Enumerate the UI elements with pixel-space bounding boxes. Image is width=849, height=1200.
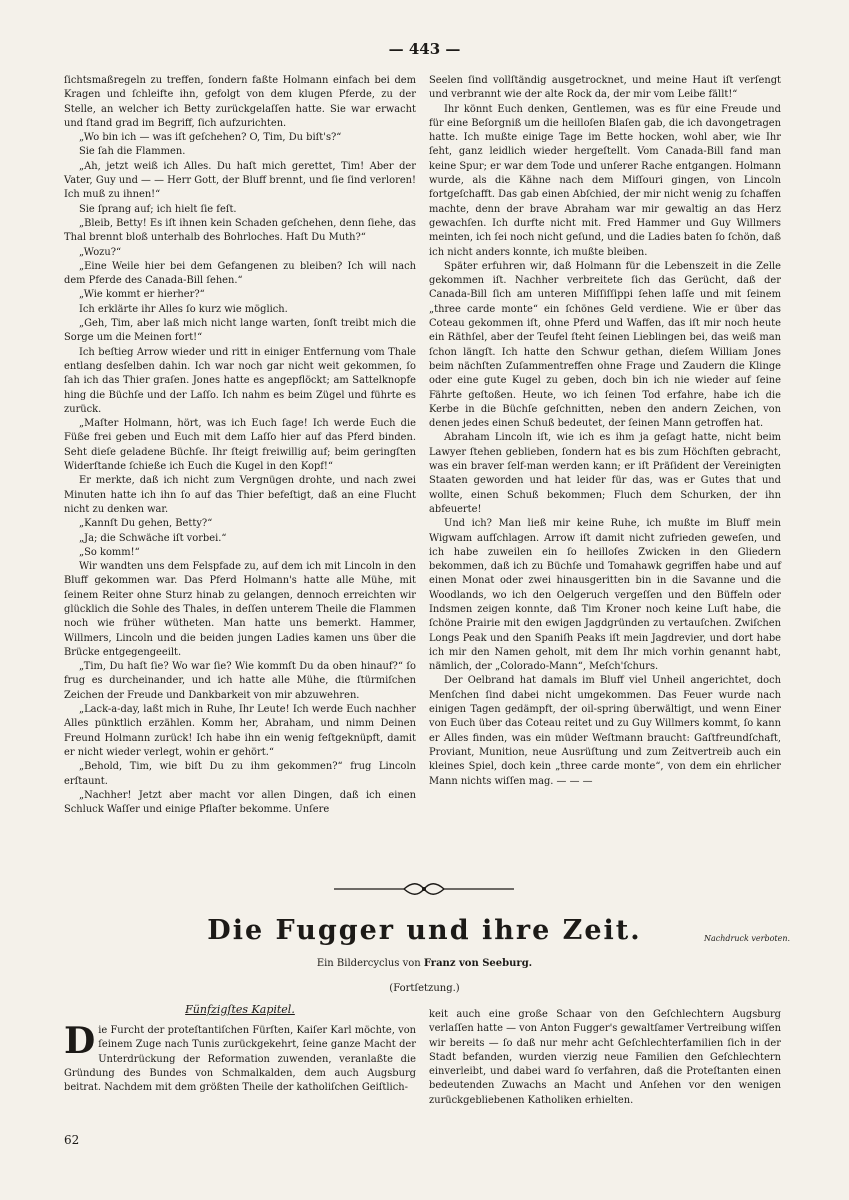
paragraph: „Wie kommt er hierher?“ bbox=[79, 289, 205, 301]
paragraph: keit auch eine große Schaar von den Geſchlechtern Augsburg verlaſſen hatte — von Anton Fugger's gewaltſamer Vertreibung wiſſen wir bereits — ſo daß nur mehr acht Geſchlechterfamilien ſich in der Stadt befanden, wurden vierzig neue Familien den Geſchlechtern einverleibt, und dabei ward ſo verfahren, daß die Proteſtanten einen bedeutenden Zuwachs an Macht und Anſehen vor den wenigen zurückgebliebenen Katholiken erhielten. bbox=[429, 1009, 781, 1106]
page-number: — 443 — bbox=[388, 40, 461, 58]
chapter-title: Fünfzigſtes Kapitel. bbox=[185, 1003, 295, 1016]
paragraph-text: ie Furcht der proteſtantiſchen Fürſten, Kaiſer Karl möchte, von ſeinem Zuge nach Tunis zurückgekehrt, ſeine ganze Macht der Unterdrückung der Reformation zuwenden, veranlaßte die Gründung des Bundes von Schmalkalden, dem auch Augsburg beitrat. Nachdem mit dem größten Theile der katholiſchen Geiſtlich- bbox=[64, 1025, 416, 1094]
paragraph: „Wo bin ich — was iſt geſchehen? O, Tim, Du biſt's?“ bbox=[79, 132, 342, 144]
drop-cap: D bbox=[64, 1020, 96, 1062]
paragraph: „Maſter Holmann, hört, was ich Euch ſage! Ich werde Euch die Füße frei geben und Euch mit dem Laſſo hier auf das Pferd binden. Seht dieſe geladene Büchſe. Ihr ſteigt freiwillig auf; beim geringſten Widerſtande ſchieße ich Euch die Kugel in den Kopf!“ bbox=[64, 418, 416, 473]
author-name: Franz von Seeburg. bbox=[423, 958, 533, 969]
byline-prefix: Ein Bildercyclus von bbox=[316, 958, 421, 969]
paragraph: Seelen ſind vollſtändig ausgetrocknet, und meine Haut iſt verſengt und verbrannt wie der alte Rock da, der mir vom Leibe fällt!“ bbox=[429, 75, 781, 101]
paragraph: Und ich? Man ließ mir keine Ruhe, ich mußte im Bluff mein Wigwam aufſchlagen. Arrow iſt damit nicht zufrieden geweſen, und ich habe zuweilen ein ſo heilloſes Zwicken in den Gliedern bekommen, daß ich zu Büchſe und Tomahawk gegriffen habe und auf einen Monat oder zwei hinausgeritten bin in die Savanne und die Woodlands, wo ich den Oelgeruch vergeſſen und den Büffeln oder Indsmen zeigen konnte, daß Tim Kroner noch keine Luſt habe, die ſchöne Prairie mit den ewigen Jagdgründen zu vertauſchen. Zwiſchen Longs Peak und den Spaniſh Peaks iſt mein Jagdrevier, und dort habe ich mir den Namen geholt, mit dem Ihr mich vorhin genannt habt, nämlich, der „Colorado-Mann“, Meſch'ſchurs. bbox=[429, 518, 781, 673]
paragraph: „Eine Weile hier bei dem Gefangenen zu bleiben? Ich will nach dem Pferde des Canada-Bill ſehen.“ bbox=[64, 260, 416, 287]
footer-number: 62 bbox=[64, 1133, 80, 1147]
paragraph: „Tim, Du haſt ſie? Wo war ſie? Wie kommſt Du da oben hinauf?“ ſo frug es durcheinander, und ich hatte alle Mühe, die ſtürmiſchen Zeichen der Freude und Dankbarkeit von mir abzuwehren. bbox=[64, 661, 416, 701]
paragraph: „Behold, Tim, wie biſt Du zu ihm gekommen?“ frug Lincoln erſtaunt. bbox=[64, 761, 416, 787]
paragraph: Ihr könnt Euch denken, Gentlemen, was es für eine Freude und für eine Beſorgniß um die heilloſen Blaſen gab, die ich davongetragen hatte. Ich mußte einige Tage im Bette hocken, wohl aber, wie Ihr ſeht, ganz leidlich wieder hergeſtellt. Vom Canada-Bill fand man keine Spur; er war dem Tode und unſerer Rache entgangen. Holmann wurde, als die Kähne nach dem Miſſouri gingen, von Lincoln fortgeſchafft. Das gab einen Abſchied, der mir nicht wenig zu ſchaffen machte, denn der brave Abraham war mir gewaltig an das Herz gewachſen. Ich durfte nicht mit. Fred Hammer und Guy Willmers meinten, ich ſei noch nicht geſund, und die Ladies baten ſo ſchön, daß ich nicht anders konnte, ich mußte bleiben. bbox=[429, 103, 781, 258]
paragraph: „Wozu?“ bbox=[79, 246, 122, 258]
paragraph: Ich erklärte ihr Alles ſo kurz wie möglich. bbox=[79, 303, 288, 315]
paragraph: „So komm!“ bbox=[79, 546, 140, 558]
left-column bbox=[64, 74, 416, 817]
paragraph bbox=[64, 1020, 416, 1095]
paragraph: ſichtsmaßregeln zu treffen, ſondern faßte Holmann einfach bei dem Kragen und ſchleifte ihn, gefolgt von dem klugen Pferde, zu der Stelle, an welcher ich Betty zurückgelaſſen hatte. Sie war erwacht und ſtand grad im Begriff, ſich aufzurichten. bbox=[64, 75, 416, 129]
paragraph: Der Oelbrand hat damals im Bluff viel Unheil angerichtet, doch Menſchen ſind dabei nicht umgekommen. Das Feuer wurde nach einigen Tagen gedämpft, der oil-spring überwältigt, und wenn Einer von Euch über das Coteau reitet und zu Guy Willmers kommt, ſo kann er Alles finden, was ein müder Weſtmann braucht: Gaſtfreundſchaft, Proviant, Munition, neue Ausrüſtung und zum Zeitvertreib auch ein kleines Spiel, doch kein „three carde monte“, von dem ein ehrlicher Mann nichts wiſſen mag. — — — bbox=[429, 675, 781, 787]
paragraph: Er merkte, daß ich nicht zum Vergnügen drohte, und nach zwei Minuten hatte ich ihn ſo auf das Thier befeſtigt, daß an eine Flucht nicht zu denken war. bbox=[64, 475, 416, 515]
article-title: Die Fugger und ihre Zeit. bbox=[207, 915, 642, 946]
paragraph: „Geh, Tim, aber laß mich nicht lange warten, ſonſt treibt mich die Sorge um die Meinen fort!“ bbox=[64, 318, 416, 344]
paragraph: „Bleib, Betty! Es iſt ihnen kein Schaden geſchehen, denn ſiehe, das Thal brennt bloß unterhalb des Bohrloches. Haſt Du Muth?“ bbox=[64, 217, 416, 244]
article-body-right bbox=[429, 1008, 781, 1108]
rights-note: Nachdruck verboten. bbox=[704, 934, 791, 943]
paragraph: Sie ſah die Flammen. bbox=[79, 146, 186, 158]
byline bbox=[0, 958, 849, 969]
paragraph: Später erfuhren wir, daß Holmann für die Lebenszeit in die Zelle gekommen iſt. Nachher verbreitete ſich das Gerücht, daß der Canada-Bill ſich am unteren Miſſiſſippi ſehen laſſe und mit ſeinem „three carde monte“ ein ſchönes Geld verdiene. Wie er über das Coteau gekommen iſt, ohne Pferd und Waffen, das iſt mir noch heute ein Räthſel, aber der Teufel ſteht ſeinen Lieblingen bei, das weiß man ſchon längſt. Ich hatte den Schwur gethan, dieſem William Jones beim nächſten Zuſammentreffen ohne Frage und Zaudern die Klinge oder eine gute Kugel zu geben, doch bin ich nie wieder auf ſeine Fährte geſtoßen. Heute, wo ich ſeinen Tod erfahre, habe ich die Kerbe in die Büchſe geſchnitten, neben den andern Zeichen, von denen jedes einen Schuß bedeutet, der ſeinen Mann getroffen hat. bbox=[429, 260, 781, 430]
paragraph: „Ja; die Schwäche iſt vorbei.“ bbox=[79, 532, 227, 544]
paragraph: „Kannſt Du gehen, Betty?“ bbox=[79, 518, 213, 530]
paragraph: Abraham Lincoln iſt, wie ich es ihm ja geſagt hatte, nicht beim Lawyer ſtehen geblieben, ſondern hat es bis zum Höchſten gebracht, was ein braver ſelf-man werden kann; er iſt Präſident der Vereinigten Staaten geworden und hat leider für das, was er Gutes that und wollte, einen Schuß bekommen; Fluch dem Schurken, der ihn abfeuerte! bbox=[429, 432, 781, 515]
paragraph: Wir wandten uns dem Felspfade zu, auf dem ich mit Lincoln in den Bluff gekommen war. Das Pferd Holmann's hatte alle Mühe, mit ſeinem Reiter ohne Sturz hinab zu gelangen, dennoch erreichten wir glücklich die Sohle des Thales, in deſſen unterem Theile die Flammen noch wie früher wütheten. Man hatte uns bemerkt. Hammer, Willmers, Lincoln und die beiden jungen Ladies kamen uns über die Brücke entgegengeeilt. bbox=[64, 561, 416, 658]
ornament-divider bbox=[332, 882, 516, 896]
right-column bbox=[429, 74, 781, 789]
paragraph: Sie ſprang auf; ich hielt ſie feſt. bbox=[79, 203, 237, 215]
paragraph: „Ah, jetzt weiß ich Alles. Du haſt mich gerettet, Tim! Aber der Vater, Guy und — — Herr Gott, der Bluff brennt, und ſie ſind verloren! Ich muß zu ihnen!“ bbox=[64, 160, 416, 201]
article-body-left bbox=[64, 1020, 416, 1095]
paragraph: Ich beſtieg Arrow wieder und ritt in einiger Entfernung vom Thale entlang desſelben dahin. Ich war noch gar nicht weit gekommen, ſo ſah ich das Thier graſen. Jones hatte es angepflöckt; am Sattelknopfe hing die Büchſe und der Laſſo. Ich nahm es beim Zügel und führte es zurück. bbox=[64, 346, 416, 415]
continuation-note: (Fortſetzung.) bbox=[389, 983, 460, 994]
paragraph: „Lack-a-day, laßt mich in Ruhe, Ihr Leute! Ich werde Euch nachher Alles pünktlich erzählen. Komm her, Abraham, und nimm Deinen Freund Holmann zurück! Ich habe ihn ein wenig feſtgeknüpft, damit er nicht wieder verlegt, wohin er gehört.“ bbox=[64, 704, 416, 758]
paragraph: „Nachher! Jetzt aber macht vor allen Dingen, daß ich einen Schluck Waſſer und einige Pflaſter bekomme. Unſere bbox=[64, 789, 416, 816]
